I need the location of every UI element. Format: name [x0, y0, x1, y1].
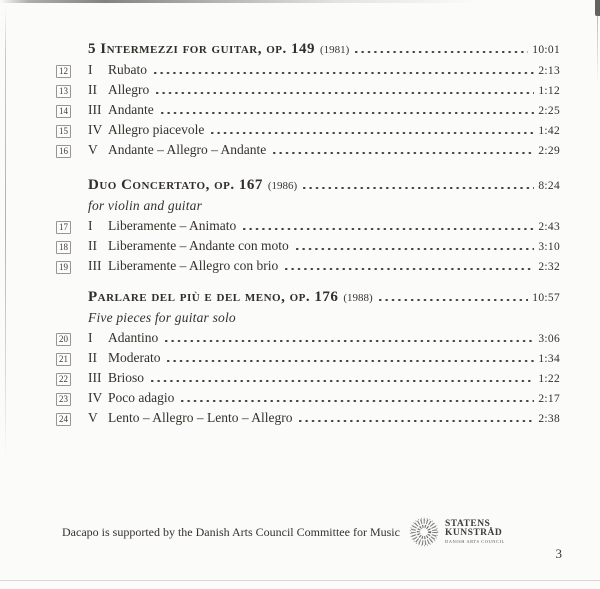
movement-numeral: III [88, 258, 102, 273]
track-row [56, 388, 560, 408]
track-number-box: 21 [56, 353, 71, 366]
track-number-box: 24 [56, 413, 71, 426]
track-title: Allegro [108, 82, 150, 97]
dotted-leader [165, 340, 534, 342]
track-row [56, 140, 560, 160]
movement-numeral: II [88, 82, 97, 97]
dotted-leader [161, 112, 535, 114]
dotted-leader [167, 360, 534, 362]
work-header-row [56, 286, 560, 308]
track-number-box: 18 [56, 241, 71, 254]
track-duration: 2:13 [538, 65, 560, 77]
scan-edge-left [5, 8, 6, 460]
movement-numeral: II [88, 238, 97, 253]
dotted-leader [273, 152, 534, 154]
track-duration: 1:22 [538, 373, 560, 385]
track-duration: 2:43 [538, 221, 560, 233]
dotted-leader [285, 268, 534, 270]
work-duration: 8:24 [538, 180, 560, 192]
movement-numeral: IV [88, 122, 103, 137]
track-title: Brioso [108, 370, 145, 385]
track-row [56, 80, 560, 100]
movement-numeral: V [88, 410, 98, 425]
track-duration: 2:25 [538, 105, 560, 117]
track-row [56, 120, 560, 140]
work-section [56, 174, 560, 276]
movement-numeral: I [88, 218, 93, 233]
track-number-box: 23 [56, 393, 71, 406]
movement-numeral: III [88, 102, 102, 117]
work-title: Parlare del più e del meno, op. 176 [88, 289, 339, 305]
track-duration: 1:42 [538, 125, 560, 137]
track-title: Allegro piacevole [108, 122, 205, 137]
track-row [56, 328, 560, 348]
dotted-leader [379, 299, 529, 301]
scan-edge-bottom [0, 580, 600, 581]
dotted-leader [211, 132, 534, 134]
track-duration: 1:34 [538, 353, 560, 365]
track-duration: 3:10 [538, 241, 560, 253]
track-number-box: 15 [56, 125, 71, 138]
track-title: Rubato [108, 62, 147, 77]
track-duration: 2:38 [538, 413, 560, 425]
logo-text-line2: KUNSTRÅD [444, 527, 503, 538]
dotted-leader [181, 400, 534, 402]
track-row [56, 100, 560, 120]
movement-numeral: II [88, 350, 97, 365]
track-row [56, 60, 560, 80]
sunburst-logo-icon [409, 517, 439, 547]
track-row [56, 368, 560, 388]
movement-numeral: III [88, 370, 102, 385]
track-row [56, 408, 560, 428]
track-title: Lento – Allegro – Lento – Allegro [108, 410, 293, 425]
track-title: Adantino [108, 330, 159, 345]
dotted-leader [355, 51, 528, 53]
track-title: Andante [108, 102, 154, 117]
work-header-row [56, 38, 560, 60]
movement-numeral: I [88, 62, 93, 77]
track-title: Liberamente – Andante con moto [108, 238, 289, 253]
scan-edge-right [597, 14, 598, 84]
dotted-leader [303, 187, 534, 189]
track-number-box: 20 [56, 333, 71, 346]
work-subtitle: for violin and guitar [88, 198, 203, 213]
page-number: 3 [555, 546, 562, 561]
track-number-box: 14 [56, 105, 71, 118]
movement-numeral: IV [88, 390, 103, 405]
dotted-leader [243, 228, 534, 230]
logo-text-line1: STATENS [444, 518, 491, 529]
track-row [56, 216, 560, 236]
track-row [56, 256, 560, 276]
support-credit-text: Dacapo is supported by the Danish Arts Council Committee for Music [62, 524, 400, 539]
track-list [56, 38, 560, 428]
work-year: (1988) [343, 292, 373, 304]
dotted-leader [156, 92, 534, 94]
work-section [56, 38, 560, 160]
work-subtitle: Five pieces for guitar solo [88, 310, 236, 325]
track-title: Liberamente – Allegro con brio [108, 258, 279, 273]
track-title: Andante – Allegro – Andante [108, 142, 267, 157]
work-section [56, 286, 560, 428]
dotted-leader [151, 380, 534, 382]
logo-text-line3: DANISH ARTS COUNCIL [444, 539, 505, 545]
work-title: 5 Intermezzi for guitar, op. 149 [88, 41, 316, 57]
track-number-box: 22 [56, 373, 71, 386]
work-year: (1986) [267, 180, 298, 192]
track-number-box: 16 [56, 145, 71, 158]
track-duration: 2:32 [538, 261, 560, 273]
dotted-leader [296, 248, 535, 250]
footer [62, 517, 560, 547]
track-row [56, 236, 560, 256]
track-title: Moderato [108, 350, 161, 365]
track-duration: 3:06 [538, 333, 560, 345]
scan-edge-top [0, 0, 480, 3]
dotted-leader [299, 420, 534, 422]
track-duration: 1:12 [538, 85, 560, 97]
work-duration: 10:01 [532, 44, 560, 56]
track-row [56, 348, 560, 368]
work-duration: 10:57 [532, 292, 560, 304]
work-subtitle-row [56, 308, 560, 328]
work-subtitle-row [56, 196, 560, 216]
track-title: Poco adagio [108, 390, 175, 405]
track-number-box: 17 [56, 221, 71, 234]
work-year: (1981) [320, 44, 350, 56]
statens-kunstraad-logo [409, 517, 505, 547]
track-title: Liberamente – Animato [108, 218, 237, 233]
track-number-box: 12 [56, 65, 71, 78]
track-number-box: 19 [56, 261, 71, 274]
dotted-leader [154, 72, 534, 74]
work-header-row [56, 174, 560, 196]
track-duration: 2:17 [538, 393, 560, 405]
movement-numeral: I [88, 330, 93, 345]
track-number-box: 13 [56, 85, 71, 98]
movement-numeral: V [88, 142, 98, 157]
track-duration: 2:29 [538, 145, 560, 157]
work-title: Duo Concertato, op. 167 [88, 177, 263, 193]
